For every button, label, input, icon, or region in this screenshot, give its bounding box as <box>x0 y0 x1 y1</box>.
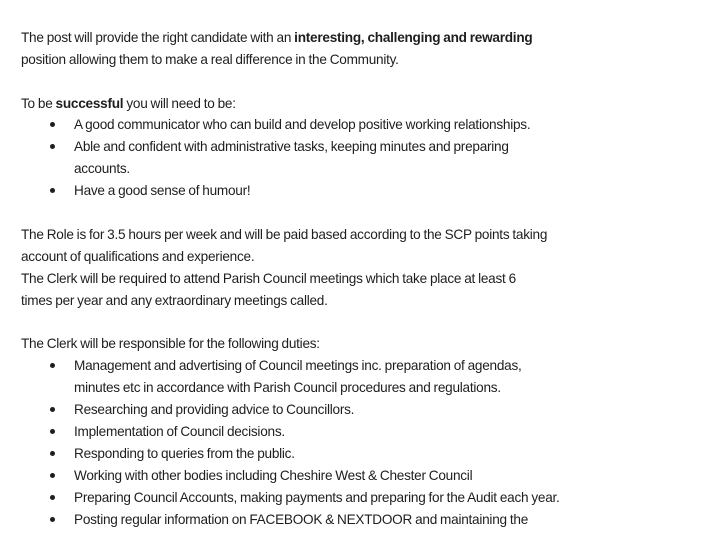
bullet-icon <box>50 429 55 434</box>
document-page <box>21 0 701 552</box>
role-line: times per year and any extraordinary meetings called. <box>21 292 328 308</box>
success-heading <box>21 93 701 115</box>
list-item: Preparing Council Accounts, making payments and preparing for the Audit each year. <box>21 487 701 509</box>
role-paragraph <box>21 224 701 312</box>
intro-line-1 <box>21 27 701 49</box>
success-prefix: To be <box>21 95 56 111</box>
list-item: Implementation of Council decisions. <box>21 421 701 443</box>
list-item: A good communicator who can build and develop positive working relationships. <box>21 114 701 136</box>
intro-line-2: position allowing them to make a real difference in the Community. <box>21 51 399 67</box>
bullet-icon <box>50 188 55 193</box>
bullet-icon <box>50 517 55 522</box>
list-item: Working with other bodies including Cheshire West & Chester Council <box>21 465 701 487</box>
bullet-icon <box>50 363 55 368</box>
top-fragment <box>21 0 701 5</box>
bullet-icon <box>50 407 55 412</box>
bullet-icon <box>50 122 55 127</box>
bullet-icon <box>50 451 55 456</box>
top-fragment-text <box>21 0 701 5</box>
list-item: Researching and providing advice to Councillors. <box>21 399 701 421</box>
success-suffix: you will need to be: <box>123 95 236 111</box>
bullet-icon <box>50 473 55 478</box>
list-item: Management and advertising of Council meetings inc. preparation of agendas, minutes etc in accordance with Parish Council procedures and regulations. <box>21 355 701 399</box>
list-item: Posting regular information on FACEBOOK & NEXTDOOR and maintaining the <box>21 509 701 531</box>
role-line: account of qualifications and experience. <box>21 248 255 264</box>
intro-bold-text: interesting, challenging and rewarding <box>294 29 533 45</box>
duties-heading: The Clerk will be responsible for the following duties: <box>21 336 320 352</box>
bullet-icon <box>50 144 55 149</box>
duties-list <box>21 355 701 530</box>
list-item: Have a good sense of humour! <box>21 180 701 202</box>
role-line: The Role is for 3.5 hours per week and will be paid based according to the SCP points taking <box>21 226 548 242</box>
bullet-icon <box>50 495 55 500</box>
list-item: Responding to queries from the public. <box>21 443 701 465</box>
success-list <box>21 114 701 202</box>
intro-text: The post will provide the right candidate with an <box>21 29 295 45</box>
role-line: The Clerk will be required to attend Parish Council meetings which take place at least 6 <box>21 270 516 286</box>
list-item: Able and confident with administrative tasks, keeping minutes and preparing accounts. <box>21 136 701 180</box>
intro-paragraph <box>21 27 701 71</box>
success-bold: successful <box>55 95 124 111</box>
